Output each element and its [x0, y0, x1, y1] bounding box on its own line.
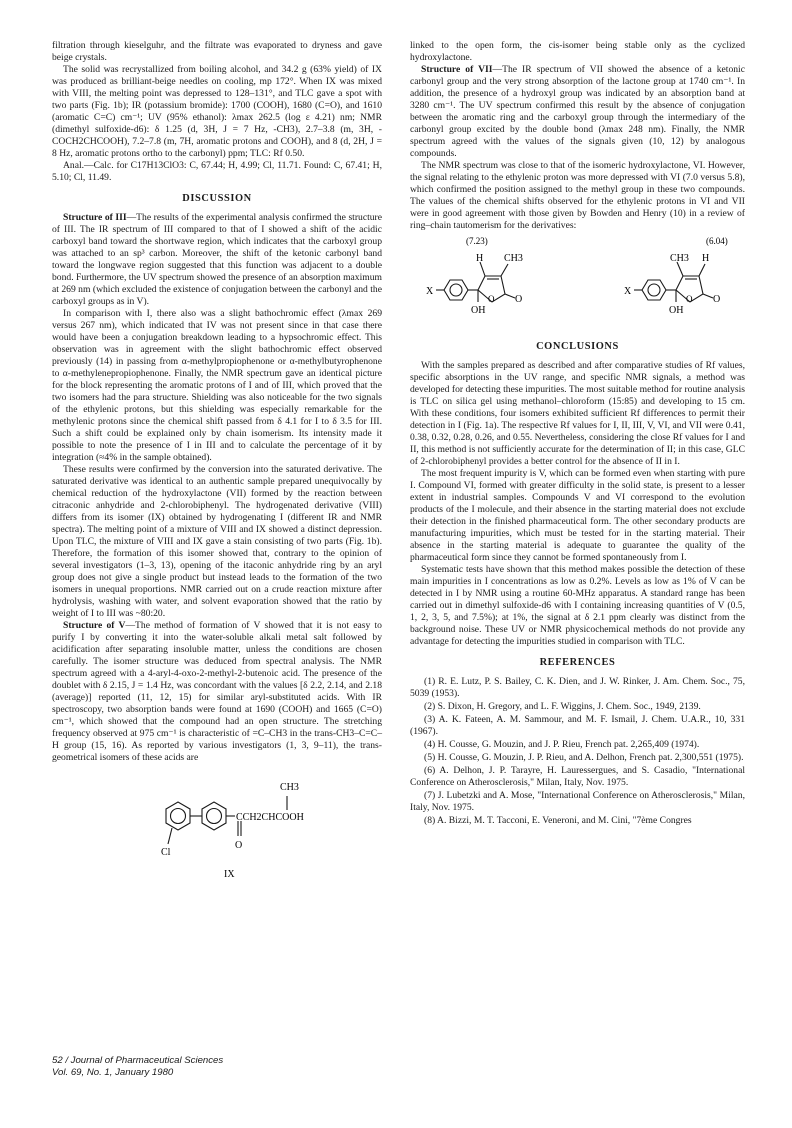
vii-shift: (6.04) [706, 236, 728, 246]
paragraph: The most frequent impurity is V, which can be formed even when starting with pure I. Compound VI, formed with greater difficulty in the solid state, is present to a lesser extent in industrial samples. Compounds V and VI correspond to the evolution products of the I molecule, and their absence in the starting material does not exclude their detection in the finished pharmaceutical form. The other secondary products are manufacturing impurities, which must be tested for in the starting material. Their absence in the starting material is adequate to guarantee the quality of the pharmaceutical form since they cannot be formed spontaneously from I. [410, 468, 745, 563]
structure-ix [52, 764, 382, 884]
runin-heading: Structure of VII [421, 64, 493, 75]
reference-item: (2) S. Dixon, H. Gregory, and L. F. Wiggins, J. Chem. Soc., 1949, 2139. [424, 701, 701, 712]
reference-item: (4) H. Cousse, G. Mouzin, and J. P. Rieu, French pat. 2,265,409 (1974). [424, 739, 700, 750]
ix-cl: Cl [161, 847, 171, 858]
ix-o: O [235, 840, 243, 851]
section-heading-references: REFERENCES [539, 657, 616, 668]
vi-carbonyl-o: O [515, 294, 523, 305]
vii-ch3: CH3 [670, 253, 689, 264]
paragraph [52, 620, 382, 764]
vi-h: H [476, 253, 484, 264]
paragraph: These results were confirmed by the conversion into the saturated derivative. The saturated derivative was identical to an authentic sample prepared unequivocally by chemical reduction of the hydroxylactone (VII) formed by the reaction between citraconic anhydride and 2-chlorobiphenyl. The hydrogenated derivative (VIII) differs from its isomer (IX) obtained by hydrogenating I (different IR and NMR spectra). The melting point of a mixture of VIII and IX showed a distinct depression. Upon TLC, the mixture of VIII and IX gave a stain consisting of two parts (Fig. 1b). Therefore, the formation of this isomer showed that, contrary to the opinion of several investigators (1–3, 13), opening of the itaconic anhydride ring by an aryl group does not give a single product but instead leads to the formation of the two isomers in unequal proportions. NMR carried out on a crude reaction mixture after hydrolysis, washing with water, and solvent evaporation showed that the ratio by weight of I to III was ~80:20. [52, 464, 382, 619]
vi-oh: OH [471, 305, 486, 316]
ix-chain: CCH2CHCOOH [236, 812, 304, 823]
footer-volume: Vol. 69, No. 1, January 1980 [52, 1067, 174, 1078]
paragraph: Anal.—Calc. for C17H13ClO3: C, 67.44; H, 4.99; Cl, 11.71. Found: C, 67.41; H, 5.10; Cl, 11.49. [52, 160, 382, 183]
vi-ring-o: O [488, 294, 495, 304]
paragraph [410, 64, 745, 160]
reference-list [410, 676, 745, 827]
paragraph: filtration through kieselguhr, and the filtrate was evaporated to dryness and gave beige crystals. [52, 40, 382, 63]
ix-label: IX [224, 869, 235, 880]
vii-ring-o: O [686, 294, 693, 304]
paragraph: In comparison with I, there also was a slight bathochromic effect (λmax 269 versus 267 nm), which indicated that IV was not present since in that case there would have been a conjugation breakdown leading to a hypsochromic effect. This observation was in agreement with the slight bathochromic effect observed previously (14) in passing from α-methylpropiophenone or α-methylbutyrophenone to α-methylenepropiophenone. Finally, the NMR spectrum gave an identical picture for the block representing the aromatic protons of I and of III, which proved that the two isomers had the para structure. Shielding was also noticeable for the two signals of the ethylenic protons, but this shielding was especially remarkable for the methylenic protons since the chemical shift passed from δ 4.1 for I to δ 3.5 for III. Such a shift could be explained only by chain isomerism. Its intensity made it possible to note the presence of I in III and to calculate the percentage of it by integration (≈4% in the sample obtained). [52, 308, 382, 463]
paragraph: linked to the open form, the cis-isomer being stable only as the cyclized hydroxylactone. [410, 40, 745, 63]
section-heading-conclusions: CONCLUSIONS [536, 341, 619, 352]
left-column [52, 40, 382, 888]
vii-carbonyl-o: O [713, 294, 721, 305]
paragraph: The NMR spectrum was close to that of the isomeric hydroxylactone, VI. However, the signal relating to the ethylenic proton was more depressed with VI (7.0 versus 5.8), which confirmed the position assigned to the methyl group in these two compounds. The values of the chemical shifts observed for the ethylenic protons in VI and VII were in good agreement with those given by Bowden and Henry (10) in a review of ring–chain tautomerism for the derivatives: [410, 160, 745, 231]
reference-item: (5) H. Cousse, G. Mouzin, J. P. Rieu, and A. Delhon, French pat. 2,300,551 (1975). [424, 752, 744, 763]
page-footer [52, 1055, 223, 1079]
reference-item: (1) R. E. Lutz, P. S. Bailey, C. K. Dien, and J. W. Rinker, J. Am. Chem. Soc., 75, 5039 (1953). [410, 676, 745, 699]
footer-journal: 52 / Journal of Pharmaceutical Sciences [52, 1055, 224, 1066]
section-heading-discussion: DISCUSSION [182, 193, 252, 204]
ix-ch3: CH3 [280, 782, 299, 793]
paragraph: The solid was recrystallized from boiling alcohol, and 34.2 g (63% yield) of IX was produced as brilliant-beige needles on cooling, mp 172°. When IX was mixed with VIII, the melting point was depressed to 128–131°, and TLC gave a spot with two parts (Fig. 1b); IR (potassium bromide): 1700 (COOH), 1680 (C=O), and 1610 (aromatic C=C) cm⁻¹; UV (95% ethanol): λmax 262.5 (log ε 4.21) nm; NMR (dimethyl sulfoxide-d6): δ 1.25 (d, 3H, J = 7 Hz, -CH3), 2.7–3.8 (m, 3H, -COCH2CHCOOH), 7.2–7.8 (m, 7H, aromatic protons and COOH), and 8 (d, 2H, J = 8 Hz, aromatic protons ortho to the carbonyl) ppm; TLC: Rf 0.50. [52, 64, 382, 159]
paragraph-text: —The results of the experimental analysis confirmed the structure of III. The IR spectrum of III compared to that of I showed a shift of the acidic carboxyl band toward the shortwave region, which indicates that the carboxyl group was attached to an sp³ carbon. Moreover, the shift of the ketonic carbonyl band toward the longwave region suggested that this function was adjacent to a double bond. Furthermore, the UV spectrum showed the presence of an absorption maximum at 269 nm (which excluded the existence of conjugation between the carbonyl and the carboxyl groups as in V). [52, 212, 383, 307]
reference-item: (3) A. K. Fateen, A. M. Sammour, and M. F. Ismail, J. Chem. U.A.R., 10, 331 (1967). [410, 714, 745, 737]
paragraph-text: —The method of formation of V showed that it is not easy to purify I by converting it into the water-soluble alkali metal salt followed by acidification after separating insoluble matter, unless the conditions are chosen carefully. The isomer structure was deduced from spectral analysis. The NMR spectrum agreed with a 4-aryl-4-oxo-2-methyl-2-butenoic acid. The presence of the doublet with δ 2.15, J = 1.4 Hz, was concordant with the values [δ 2.2, 2.14, and 2.18 (average)] reported (11, 12, 15) for similar aryl-substituted acids. With IR spectroscopy, two absorption bands were found at 1690 (COOH) and 1665 (C=O) cm⁻¹, which showed that the compound had an open structure. The stretching frequency observed at 975 cm⁻¹ is characteristic of =C–CH3 in the trans-CH3–C=C–H group (15, 16). As reported by various investigators (1, 3, 9–11), the trans-geometrical isomers of these acids are [52, 620, 382, 763]
vi-ch3: CH3 [504, 253, 523, 264]
vii-oh: OH [669, 305, 684, 316]
paragraph: With the samples prepared as described and after comparative studies of Rf values, specific absorptions in the UV range, and specific NMR signals, a method was developed for detecting these impurities. The most suitable method for routine analysis is TLC on silica gel using methanol–chloroform (15:85) and developing to 15 cm. With these conditions, four isomers exhibited sufficient Rf differences to permit their detection in I (Fig. 1a). The respective Rf values for I, II, III, V, VI, and VII were 0.41, 0.38, 0.32, 0.28, 0.26, and 0.55. Nevertheless, considering the close Rf values for I and II, this method is not sufficiently accurate for the determination of II; in this case, GLC of 2-chlorobiphenyl provides a better control for the absence of II in I. [410, 360, 745, 467]
reference-item: (7) J. Lubetzki and A. Mose, "International Conference on Atherosclerosis," Milan, Italy, Nov. 1975. [410, 790, 745, 813]
runin-heading: Structure of V [63, 620, 126, 631]
paragraph-text: —The IR spectrum of VII showed the absence of a ketonic carbonyl group and the very strong absorption of the lactone group at 1740 cm⁻¹. In addition, the presence of a hydroxyl group was indicated by an absorption band at 3280 cm⁻¹. The UV spectrum confirmed this result by the absence of conjugation between the aromatic ring and the carboxyl group through the intermediary of the carbonyl group excited by the double bond (λmax 248 nm). Finally, the NMR spectrum agreed with the values of the signals given (10, 12) by analogous compounds. [410, 64, 745, 159]
paragraph [52, 212, 382, 308]
reference-item: (6) A. Delhon, J. P. Tarayre, H. Lauressergues, and S. Casadio, "International Conference on Atherosclerosis," Milan, Italy, Nov. 1975. [410, 765, 745, 788]
right-column [410, 40, 745, 828]
structures-vi-vii [410, 232, 745, 328]
vii-x: X [624, 286, 632, 297]
reference-item: (8) A. Bizzi, M. T. Tacconi, E. Veneroni, and M. Cini, "7ème Congres [424, 815, 692, 826]
paragraph: Systematic tests have shown that this method makes possible the detection of these main impurities in I concentrations as low as 0.2%. Levels as low as 1% of V can be detected in I by NMR using a routine 60-MHz apparatus. A standard range has been carried out in dimethyl sulfoxide-d6 with I containing increasing quantities of V (0.5, 1, 2, 3, 5, and 7.5%); at 1%, the signal at δ 2.1 ppm clearly was distinct from the background noise. These UV or NMR physicochemical methods do not provide any advantage for detecting the impurities studied in comparison with TLC. [410, 564, 745, 647]
vi-x: X [426, 286, 434, 297]
vi-shift: (7.23) [466, 236, 488, 246]
runin-heading: Structure of III [63, 212, 127, 223]
vii-h: H [702, 253, 710, 264]
